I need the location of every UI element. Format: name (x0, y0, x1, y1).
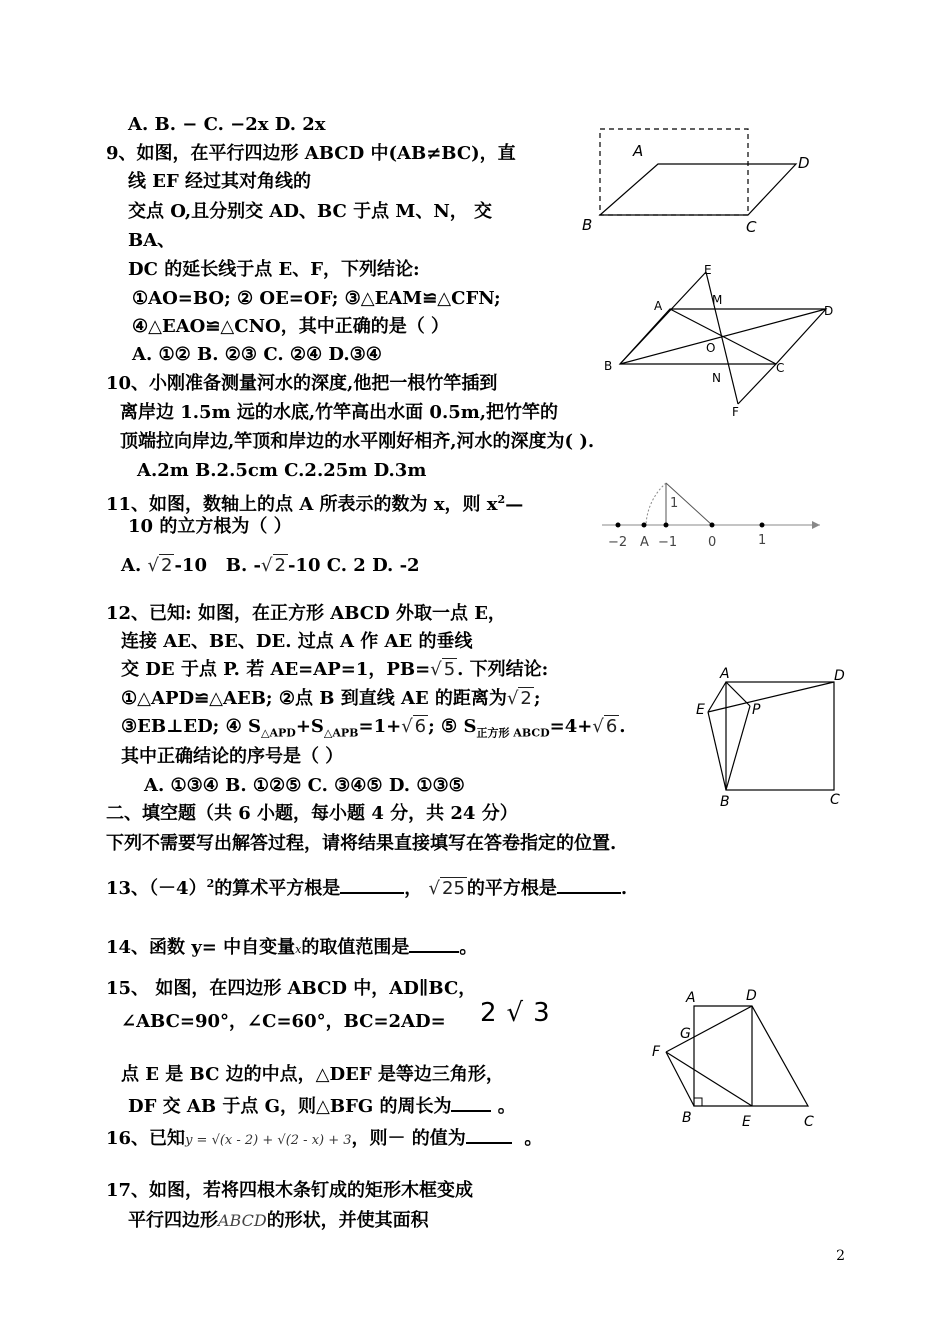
fig-q9-parallelogram (578, 124, 818, 236)
label-b: B (604, 359, 613, 373)
label-g: G (680, 1026, 691, 1042)
q17-l2-b: 的形状，并使其面积 (266, 1210, 429, 1231)
q9-options: A. ①② B. ②③ C. ②④ D.③④ (132, 344, 382, 365)
q16-b: ，则－ 的值为 (351, 1128, 466, 1149)
sqrt-5: √ 5 (430, 659, 456, 680)
q13 (106, 873, 627, 900)
q15-line1: 15、 如图，在四边形 ABCD 中，AD∥BC， (106, 978, 477, 999)
q15-value-2sqrt3: 2√3 (480, 998, 560, 1028)
segment-be (708, 712, 726, 790)
sqrt-2-b: √ 2 (261, 555, 286, 576)
label-f: F (652, 1044, 661, 1060)
q14-blank[interactable] (409, 935, 459, 953)
q12-options: A. ①③④ B. ①②⑤ C. ③④⑤ D. ①③⑤ (144, 775, 465, 796)
sqrt-2-c: √ 2 (506, 688, 532, 709)
q9-line7: ④△EAO≌△CNO，其中正确的是（ ） (132, 316, 449, 337)
q12-line2: 连接 AE、BE、DE. 过点 A 作 AE 的垂线 (121, 631, 473, 652)
q12-l4-b: ; (533, 688, 541, 709)
q13-blank-1[interactable] (340, 876, 404, 894)
q17-line2 (128, 1210, 429, 1232)
q10-options: A.2m B.2.5cm C.2.25m D.3m (137, 460, 427, 481)
segment-ap (726, 682, 750, 706)
q16-c: 。 (524, 1128, 543, 1149)
q12-l5-a: ③EB⊥ED; ④ S (121, 716, 261, 737)
q14 (106, 935, 477, 961)
q16 (106, 1126, 542, 1152)
label-c: C (830, 792, 840, 808)
height-label: 1 (670, 496, 679, 511)
q9-line4: BA、 (128, 230, 176, 251)
label-b: B (720, 794, 730, 810)
label-c: C (746, 218, 757, 236)
arrow-head (812, 521, 820, 529)
label-a: A (686, 990, 696, 1006)
q15-blank[interactable] (451, 1094, 491, 1112)
radicand: 6 (605, 716, 618, 737)
label-a: A (720, 666, 730, 682)
q13-blank-2[interactable] (557, 876, 621, 894)
sqrt-6-a: √ 6 (401, 716, 427, 737)
point-0 (710, 523, 715, 528)
q9-line5: DC 的延长线于点 E、F，下列结论: (128, 259, 420, 280)
q16-formula: y = √(x - 2) + √(2 - x) + 3 (185, 1133, 352, 1148)
radicand: 2 (274, 555, 286, 576)
q11-line2: 10 的立方根为（ ） (128, 516, 292, 537)
q17-l2-a: 平行四边形 (128, 1210, 218, 1231)
q11-line1 (106, 489, 523, 516)
fig-q12-square (692, 662, 852, 810)
label-p: P (752, 702, 761, 718)
segment-fe (666, 1052, 752, 1106)
line-dc-extended (738, 364, 776, 404)
fig-q9-line-ef (598, 262, 848, 422)
point-a (642, 523, 647, 528)
q12-sub-square: 正方形 ABCD (476, 726, 550, 740)
q13-e: . (620, 878, 628, 899)
sqrt-6-b: √ 6 (592, 716, 618, 737)
q10-line1: 10、小刚准备测量河水的深度,他把一根竹竿插到 (106, 373, 498, 394)
q13-a: 13、（－4） (106, 878, 207, 899)
section2-instruction: 下列不需要写出解答过程，请将结果直接填写在答卷指定的位置. (106, 833, 617, 854)
tick-a: A (640, 535, 649, 550)
q8-options: A. B. − C. −2x D. 2x (128, 114, 326, 135)
q11-options (121, 555, 420, 577)
label-d: D (746, 988, 757, 1004)
radicand: 5 (443, 659, 456, 680)
label-e: E (742, 1114, 751, 1130)
label-e: E (704, 263, 712, 277)
q12-line4 (121, 688, 541, 710)
section2-title: 二、填空题（共 6 小题，每小题 4 分，共 24 分） (106, 803, 518, 824)
label-a: A (654, 299, 663, 313)
q12-sub-apd: △APD (261, 726, 296, 740)
q12-sub-apb: △APB (323, 726, 359, 740)
q13-c: ， (404, 878, 423, 899)
label-a: A (633, 142, 644, 160)
radicand: 25 (442, 878, 465, 899)
label-d: D (834, 668, 845, 684)
q12-l5-d: ; ⑤ S (428, 716, 477, 737)
q10-line3: 顶端拉向岸边,竿顶和岸边的水平刚好相齐,河水的深度为( ). (120, 431, 595, 452)
q12-line6: 其中正确结论的序号是（ ） (121, 746, 344, 767)
q15-l4-a: DF 交 AB 于点 G，则△BFG 的周长为 (128, 1096, 452, 1117)
q14-var: x (295, 943, 302, 956)
q11-opt-rest: -10 C. 2 D. -2 (287, 555, 420, 576)
label-n: N (712, 371, 721, 385)
q15-line3: 点 E 是 BC 边的中点，△DEF 是等边三角形， (121, 1064, 504, 1085)
segment-pb (726, 706, 750, 790)
q16-blank[interactable] (466, 1126, 512, 1144)
q11-text-a: 11、如图，数轴上的点 A 所表示的数为 x，则 x (106, 494, 498, 515)
label-b: B (582, 216, 593, 234)
tick-1: 1 (758, 533, 767, 548)
segment-df (666, 1006, 752, 1052)
q9-line1: 9、如图，在平行四边形 ABCD 中(AB≠BC)，直 (106, 143, 516, 164)
point-minus-1 (664, 523, 669, 528)
tick-minus-2: −2 (608, 535, 628, 550)
q12-l5-b: +S (295, 716, 324, 737)
q12-line3 (121, 659, 548, 681)
tick-0: 0 (708, 535, 717, 550)
label-d: D (798, 154, 810, 172)
diagonal-bd (620, 309, 826, 364)
q11-opt-a-tail: -10 (174, 555, 207, 576)
line-ef (706, 272, 738, 404)
q14-c: 。 (459, 937, 478, 958)
q12-l3-a: 交 DE 于点 P. 若 AE=AP=1，PB= (121, 659, 431, 680)
q14-b: 的取值范围是 (301, 937, 410, 958)
sqrt-2-a: √ 2 (147, 555, 173, 576)
q11-opt-a: A. (121, 555, 142, 576)
fig-q11-number-line (598, 468, 828, 550)
q10-line2: 离岸边 1.5m 远的水底,竹竿高出水面 0.5m,把竹竿的 (120, 402, 559, 423)
dashed-rectangle (600, 129, 748, 215)
label-o: O (706, 341, 716, 355)
trapezoid-abcd (694, 1006, 808, 1106)
label-d: D (824, 304, 834, 318)
label-b: B (682, 1110, 692, 1126)
q15-line2: ∠ABC=90°，∠C=60°，BC=2AD= (121, 1011, 446, 1032)
q12-l5-e: =4+ (549, 716, 593, 737)
label-e: E (696, 702, 705, 718)
arc (646, 483, 666, 525)
q13-exponent: 2 (206, 877, 215, 890)
segment-ae (708, 682, 726, 712)
label-c: C (776, 361, 785, 375)
q16-a: 16、已知 (106, 1128, 186, 1149)
q12-l4-a: ①△APD≌△AEB; ②点 B 到直线 AE 的距离为 (121, 688, 507, 709)
q9-line6: ①AO=BO; ② OE=OF; ③△EAM≌△CFN; (132, 288, 501, 309)
point-minus-2 (616, 523, 621, 528)
q9-line2: 线 EF 经过其对角线的 (128, 171, 312, 192)
radicand: 2 (520, 688, 532, 709)
q13-b: 的算术平方根是 (214, 878, 341, 899)
fig-q15-trapezoid (648, 982, 828, 1132)
label-f: F (732, 405, 739, 419)
q17-line1: 17、如图，若将四根木条钉成的矩形木框变成 (106, 1180, 474, 1201)
q12-l5-c: =1+ (358, 716, 402, 737)
q12-l3-b: . 下列结论: (457, 659, 549, 680)
point-1 (760, 523, 765, 528)
q9-line3: 交点 O,且分别交 AD、BC 于点 M、N， 交 (128, 201, 493, 222)
q12-line1: 12、已知: 如图，在正方形 ABCD 外取一点 E， (106, 603, 506, 624)
q11-dash: — (505, 494, 524, 515)
q12-line5 (121, 716, 626, 745)
tick-minus-1: −1 (658, 535, 678, 550)
label-c: C (804, 1114, 814, 1130)
right-angle-mark (694, 1098, 702, 1106)
q13-d: 的平方根是 (466, 878, 557, 899)
q12-l5-f: . (619, 716, 626, 737)
q11-exponent: 2 (497, 493, 506, 506)
radicand: 6 (414, 716, 427, 737)
parallelogram-abcd (600, 164, 796, 215)
page-number: 2 (836, 1248, 845, 1264)
radicand: 2 (161, 555, 173, 576)
q14-a: 14、函数 y= 中自变量 (106, 937, 296, 958)
q11-opt-b: B. - (225, 555, 262, 576)
sqrt-25: √ 25 (428, 878, 465, 899)
segment-de (708, 682, 834, 712)
line-ba-extended (620, 272, 706, 364)
q17-var: ABCD (218, 1211, 267, 1230)
label-m: M (712, 293, 723, 307)
q15-l4-b: 。 (497, 1096, 516, 1117)
q15-line4 (128, 1094, 516, 1118)
